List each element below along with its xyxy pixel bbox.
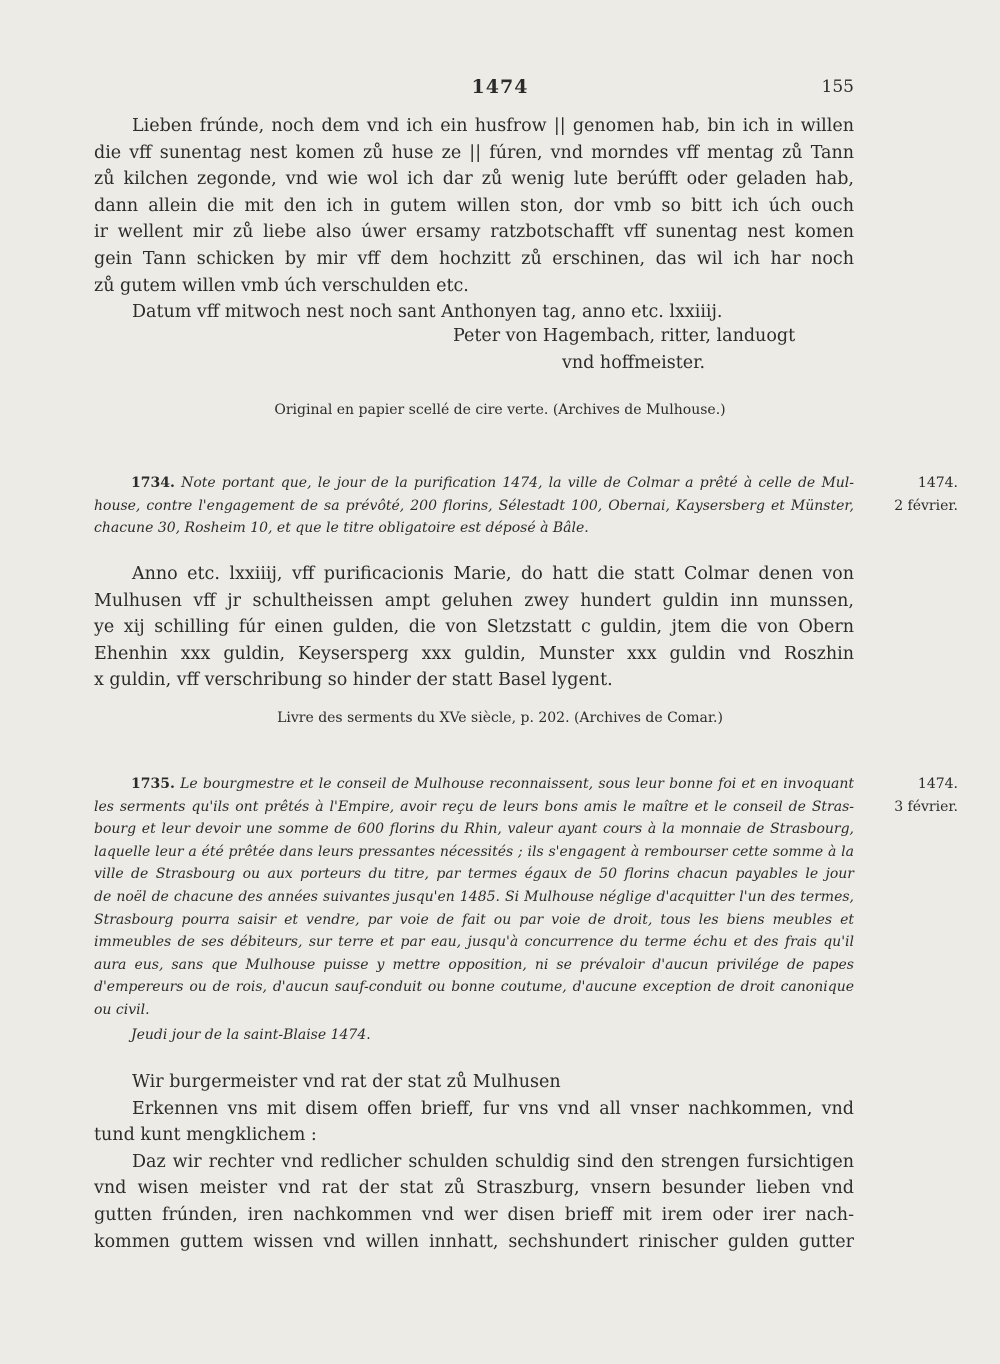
margin-day: 2 février.: [894, 497, 958, 514]
text-line: Wir burgermeister vnd rat der stat zů Mulhusen: [132, 1072, 561, 1092]
letter-line: Lieben frúnde, noch dem vnd ich ein husfrow || genomen hab, bin ich in willen: [132, 116, 854, 136]
margin-day: 3 février.: [894, 798, 958, 815]
entry-1734-summary: 1734. Note portant que, le jour de la purification 1474, la ville de Colmar a prêté à celle de Mul- house, contre l'engagement de sa prévôté, 200 florins, Sélestadt 100, Obernai, Kaysersberg et Münster, chacune 30, Rosheim 10, et que le titre obligatoire est déposé à Bâle.: [94, 472, 854, 540]
summary-line: bourg et leur devoir une somme de 600 florins du Rhin, valeur ayant cours à la monnaie de Strasbourg,: [94, 821, 854, 838]
letter-line: zů kilchen zegonde, vnd wie wol ich dar zů wenig lute berúfft oder geladen hab,: [94, 169, 854, 190]
text-line: vnd wisen meister vnd rat der stat zů Straszburg, vnsern besunder lieben vnd: [94, 1178, 854, 1199]
summary-line: de noël de chacune des années suivantes jusqu'en 1485. Si Mulhouse néglige d'acquitter l'un des termes,: [94, 888, 854, 905]
letter-line: zů gutem willen vmb úch verschulden etc.: [94, 275, 469, 296]
entry-number: 1734.: [131, 475, 175, 491]
text-line: Anno etc. lxxiiij, vff purificacionis Marie, do hatt die statt Colmar denen von: [132, 564, 854, 584]
text-line: Mulhusen vff jr schultheissen ampt geluhen zwey hundert guldin inn munssen,: [94, 590, 854, 611]
entry-1734-source: Livre des serments du XVe siècle, p. 202. (Archives de Comar.): [277, 710, 723, 726]
summary-line: immeubles de ses débiteurs, sur terre et par eau, jusqu'à concurrence du terme échu et des frais qu'il: [94, 934, 854, 951]
text-line: Erkennen vns mit disem offen brieff, fur vns vnd all vnser nachkommen, vnd: [132, 1098, 854, 1119]
text-line: Ehenhin xxx guldin, Keysersperg xxx guldin, Munster xxx guldin vnd Roszhin: [94, 643, 854, 664]
summary-line: house, contre l'engagement de sa prévôté, 200 florins, Sélestadt 100, Obernai, Kaysersberg et Münster,: [94, 497, 854, 514]
running-header-year: 1474: [471, 76, 529, 98]
margin-year: 1474.: [917, 475, 958, 491]
letter-source: Original en papier scellé de cire verte. (Archives de Mulhouse.): [274, 402, 726, 418]
text-line: tund kunt mengklichem :: [94, 1125, 317, 1146]
letter-line: gein Tann schicken by mir vff dem hochzitt zů erschinen, das wil ich har noch: [94, 248, 854, 269]
summary-line: aura eus, sans que Mulhouse puisse y mettre opposition, ni se prévaloir d'aucun privilége de papes: [94, 956, 854, 973]
entry-1734-margin-date: [858, 472, 958, 517]
text-line: ye xij schilling fúr einen gulden, die von Sletzstatt c guldin, jtem die von Obern: [94, 617, 854, 638]
letter-line: die vff sunentag nest komen zů huse ze || fúren, vnd morndes vff mentag zů Tann: [94, 142, 854, 163]
text-line: Daz wir rechter vnd redlicher schulden schuldig sind den strengen fursichtigen: [132, 1151, 854, 1172]
summary-line: laquelle leur a été prêtée dans leurs pressantes nécessités ; ils s'engagent à rembourser cette somme à la: [94, 843, 854, 860]
entry-1735-summary: 1735. Le bourgmestre et le conseil de Mulhouse reconnaissent, sous leur bonne foi et en invoquant les serments qu'ils ont prêtés à l'Empire, avoir reçu de leurs bons amis le maître et le conseil de Stras- bourg et leur devoir une somme de 600 florins du Rhin, valeur ayant cours à la monnaie de Strasbourg, laquelle leur a été prêtée dans leurs pressantes nécessités ; ils s'engagent à rembourser cette somme à la ville de Strasbourg ou aux porteurs du titre, par termes égaux de 50 florins chacun payables le jour de noël de chacune des années suivantes jusqu'en 1485. Si Mulhouse néglige d'acquitter l'un des termes, Strasbourg pourra saisir et vendre, par voie de fait ou par voie de droit, tous les biens meubles et immeubles de ses débiteurs, sur terre et par eau, jusqu'à concurrence du terme échu et des frais qu'il aura eus, sans que Mulhouse puisse y mettre opposition, ni se prévaloir d'aucun privilége de papes d'empereurs ou de rois, d'aucun sauf-conduit ou bonne coutume, d'aucune exception de droit canonique ou civil.: [94, 773, 854, 1022]
page-number: 155: [821, 77, 854, 97]
summary-line: chacune 30, Rosheim 10, et que le titre obligatoire est déposé à Bâle.: [94, 520, 589, 537]
summary-line: d'empereurs ou de rois, d'aucun sauf-conduit ou bonne coutume, d'aucune exception de droit canonique: [94, 979, 854, 996]
summary-line: ville de Strasbourg ou aux porteurs du titre, par termes égaux de 50 florins chacun payables le jour: [94, 866, 854, 883]
text-line: gutten frúnden, iren nachkommen vnd wer disen brieff mit irem oder irer nach-: [94, 1204, 854, 1225]
letter-dated: Datum vff mitwoch nest noch sant Anthonyen tag, anno etc. lxxiiij.: [132, 302, 723, 323]
text-line: kommen guttem wissen vnd willen innhatt, sechshundert rinischer gulden gutter: [94, 1231, 854, 1252]
entry-1735-text: [94, 1069, 854, 1255]
summary-line: les serments qu'ils ont prêtés à l'Empire, avoir reçu de leurs bons amis le maître et le conseil de Stras-: [94, 798, 854, 815]
entry-1735-date-line: Jeudi jour de la saint-Blaise 1474.: [131, 1027, 371, 1043]
letter-line: ir wellent mir zů liebe also úwer ersamy ratzbotschafft vff sunentag nest komen: [94, 222, 854, 243]
margin-year: 1474.: [917, 776, 958, 792]
letter-line: dann allein die mit den ich in gutem willen ston, dor vmb so bitt ich úch ouch: [94, 195, 854, 216]
entry-number: 1735.: [131, 776, 175, 792]
entry-1734-text: [94, 561, 854, 694]
summary-line: Strasbourg pourra saisir et vendre, par voie de fait ou par voie de droit, tous les biens meubles et: [94, 911, 854, 928]
summary-line: ou civil.: [94, 1001, 150, 1018]
text-line: x guldin, vff verschribung so hinder der statt Basel lygent.: [94, 670, 613, 691]
signature-line-1: Peter von Hagembach, ritter, landuogt: [453, 326, 796, 346]
letter-body: [94, 113, 854, 326]
signature-line-2: vnd hoffmeister.: [562, 353, 706, 373]
entry-1735-margin-date: [858, 773, 958, 818]
